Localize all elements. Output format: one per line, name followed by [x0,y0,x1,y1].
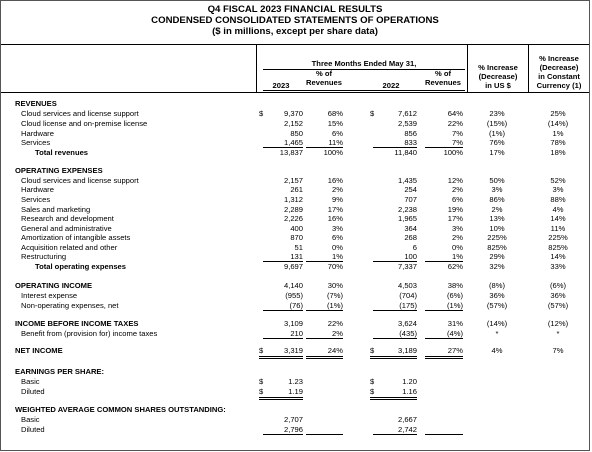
value-2023: 2,157 [283,176,303,185]
value-2022: 2,667 [397,415,417,424]
pct-change-us: 29% [489,252,505,261]
inc-cc-header-4: Currency (1) [536,81,582,90]
value-2023: 131 [290,252,303,261]
pct-change-us: 4% [491,346,503,355]
row-label: Restructuring [21,252,67,261]
pct-2023: 6% [332,233,343,242]
inc-us-header-2: (Decrease) [478,72,518,81]
dollar-sign: $ [370,387,375,396]
row-label: Cloud services and license support [21,176,139,185]
row-label: Amortization of intangible assets [21,233,131,242]
double-underline [425,356,463,357]
double-underline [259,399,303,400]
pct-change-cc: 11% [550,224,566,233]
revenues-header-2023: Revenues [306,78,342,87]
pct-underline [425,434,463,435]
pct-change-us: 3% [491,185,503,194]
pct-2022: 27% [447,346,463,355]
value-2022: 11,840 [394,148,417,157]
double-underline [259,358,303,359]
pct-2022: 0% [452,243,463,252]
pct-2023: (1%) [326,301,343,310]
pct-2022: 22% [447,119,463,128]
value-2022: (435) [399,329,417,338]
pct-change-cc: 7% [552,346,564,355]
pct-2023: 70% [327,262,343,271]
dollar-sign: $ [259,377,264,386]
row-label: Interest expense [21,291,78,300]
value-underline [373,338,417,339]
pct-change-cc: (57%) [547,301,569,310]
pct-change-cc: (14%) [547,119,569,128]
row-label: Diluted [21,387,45,396]
row-label: Benefit from (provision for) income taxes [21,329,158,338]
pct-change-us: 36% [489,291,505,300]
pct-underline [306,434,343,435]
value-2022: 2,238 [397,205,417,214]
pct-2022: 12% [447,176,463,185]
pct-2023: 2% [332,329,343,338]
pct-2022: 64% [447,109,463,118]
value-2023: 210 [290,329,303,338]
value-underline [263,310,303,311]
pct-change-us: (1%) [488,129,506,138]
row-label: Diluted [21,425,45,434]
value-2023: 51 [294,243,303,252]
header-bottom-rule [1,92,589,93]
pct-2022: 7% [452,138,463,147]
pct-change-us: 17% [489,148,505,157]
row-label: INCOME BEFORE INCOME TAXES [15,319,139,328]
pct-change-cc: (12%) [547,319,569,328]
value-2022: 364 [404,224,417,233]
pct-change-cc: (6%) [549,281,567,290]
row-label: Sales and marketing [21,205,91,214]
dollar-sign: $ [259,387,264,396]
pct-2023: 3% [332,224,343,233]
pct-2023: 16% [327,214,343,223]
dollar-sign: $ [370,109,375,118]
value-2023: 4,140 [283,281,303,290]
value-2023: 870 [290,233,303,242]
pct-change-cc: 88% [550,195,566,204]
row-label: Hardware [21,129,54,138]
value-2023: 3,319 [283,346,303,355]
title-line-1: Q4 FISCAL 2023 FINANCIAL RESULTS [207,4,383,15]
inc-us-header-3: in US $ [485,81,511,90]
row-label: Hardware [21,185,54,194]
pct-change-cc: 78% [550,138,566,147]
value-2023: 2,796 [283,425,303,434]
pct-2023: 22% [327,319,343,328]
row-label: Acquisition related and other [21,243,118,252]
value-2023: 400 [290,224,303,233]
inc-cc-header-2: (Decrease) [539,63,579,72]
pct-2023: 100% [323,148,343,157]
pct-2023: 0% [332,243,343,252]
value-2023: 2,152 [283,119,303,128]
dollar-sign: $ [259,109,264,118]
pct-change-cc: 25% [550,109,566,118]
double-underline [370,356,417,357]
value-2022: 833 [404,138,417,147]
title-line-3: ($ in millions, except per share data) [212,26,378,37]
value-underline [263,338,303,339]
double-underline [370,358,417,359]
pct-change-cc: 1% [552,129,564,138]
year-underline [263,90,465,91]
row-label: Cloud services and license support [21,109,139,118]
row-label: Non-operating expenses, net [21,301,119,310]
pct-change-cc: 18% [550,148,566,157]
pct-change-cc: 3% [552,185,564,194]
value-2023: 2,289 [283,205,303,214]
row-label: Total revenues [35,148,89,157]
row-label: Basic [21,415,40,424]
pct-2022: 31% [447,319,463,328]
pct-change-us: 13% [489,214,505,223]
pct-2023: 6% [332,129,343,138]
double-underline [306,358,343,359]
value-2023: 2,707 [283,415,303,424]
pct-2022: 62% [447,262,463,271]
pct-2022: 7% [452,129,463,138]
row-label: Total operating expenses [35,262,127,271]
year-2022-header: 2022 [382,81,400,90]
pct-2023: 9% [332,195,343,204]
value-2023: 9,697 [283,262,303,271]
row-label: NET INCOME [15,346,63,355]
statement-header [1,1,589,37]
pct-2023: 15% [327,119,343,128]
value-underline [373,434,417,435]
row-label: OPERATING EXPENSES [15,166,103,175]
pct-2022: (4%) [446,329,463,338]
row-label: EARNINGS PER SHARE: [15,367,105,376]
pct-underline [425,338,463,339]
value-2022: 254 [404,185,417,194]
value-2023: 1,465 [283,138,303,147]
value-2022: 100 [404,252,417,261]
pct-change-cc: 225% [548,233,568,242]
dollar-sign: $ [370,377,375,386]
pct-of-header-2023: % of [315,69,333,78]
value-2023: 9,370 [283,109,303,118]
pct-change-us: 23% [489,109,505,118]
pct-2022: (1%) [446,301,463,310]
value-2022: 4,503 [397,281,417,290]
value-2023: 1.23 [288,377,303,386]
pct-2023: 68% [327,109,343,118]
title-line-2: CONDENSED CONSOLIDATED STATEMENTS OF OPERATIONS [151,15,439,26]
pct-2023: 17% [327,205,343,214]
pct-change-cc: 36% [550,291,566,300]
value-2023: (955) [285,291,303,300]
value-2022: 2,742 [397,425,417,434]
double-underline [259,356,303,357]
value-2023: (76) [289,301,303,310]
pct-2023: 1% [332,252,343,261]
pct-change-cc: 14% [550,214,566,223]
row-label: General and administrative [21,224,112,233]
pct-change-cc: 52% [550,176,566,185]
pct-2022: 2% [452,233,463,242]
row-label: WEIGHTED AVERAGE COMMON SHARES OUTSTANDING: [15,405,226,414]
pct-2023: 24% [327,346,343,355]
value-2022: 7,612 [397,109,417,118]
value-2022: 3,189 [397,346,417,355]
year-2023-header: 2023 [272,81,290,90]
header-rule [1,44,589,45]
inc-cc-header-3: in Constant [538,72,580,81]
double-underline [259,397,303,398]
row-label: Research and development [21,214,114,223]
value-2023: 261 [290,185,303,194]
pct-2023: (7%) [326,291,343,300]
row-label: OPERATING INCOME [15,281,93,290]
value-underline [373,310,417,311]
pct-2022: 1% [452,252,463,261]
double-underline [306,356,343,357]
pct-2022: 17% [447,214,463,223]
pct-change-cc: 4% [552,205,564,214]
pct-of-header-2022: % of [434,69,452,78]
pct-2023: 16% [327,176,343,185]
value-2023: 1.19 [288,387,303,396]
value-2022: 1,965 [397,214,417,223]
value-2022: 856 [404,129,417,138]
revenues-header-2022: Revenues [425,78,461,87]
value-underline [263,434,303,435]
pct-2022: (6%) [446,291,463,300]
value-2022: 268 [404,233,417,242]
pct-change-us: * [495,329,499,338]
value-2022: 6 [412,243,417,252]
pct-2023: 2% [332,185,343,194]
pct-2022: 19% [447,205,463,214]
pct-underline [306,310,343,311]
pct-change-us: 825% [487,243,507,252]
pct-change-us: 50% [489,176,505,185]
pct-2023: 30% [327,281,343,290]
row-label: Basic [21,377,40,386]
row-label: Services [21,195,51,204]
value-2023: 850 [290,129,303,138]
pct-change-us: (57%) [486,301,508,310]
pct-change-us: 225% [487,233,507,242]
pct-2023: 11% [328,138,343,147]
pct-change-us: 10% [489,224,505,233]
pct-change-us: (8%) [488,281,506,290]
col-divider-1 [256,44,257,92]
pct-2022: 3% [452,224,463,233]
value-2022: 707 [404,195,417,204]
pct-change-us: (14%) [486,319,508,328]
inc-us-header-1: % Increase [478,63,518,72]
inc-cc-header-1: % Increase [539,54,579,63]
value-2023: 3,109 [283,319,303,328]
dollar-sign: $ [259,346,264,355]
row-label: Cloud license and on-premise license [21,119,148,128]
pct-2022: 100% [443,148,463,157]
pct-2022: 6% [452,195,463,204]
value-2023: 13,837 [279,148,303,157]
pct-change-us: 76% [489,138,505,147]
double-underline [425,358,463,359]
double-underline [370,397,417,398]
value-2022: 3,624 [397,319,417,328]
pct-change-us: (15%) [486,119,508,128]
value-2022: 2,539 [397,119,417,128]
pct-underline [425,310,463,311]
period-header: Three Months Ended May 31, [311,59,417,68]
value-2022: 1.16 [402,387,417,396]
pct-underline [306,338,343,339]
value-2023: 2,226 [283,214,303,223]
row-label: REVENUES [15,99,57,108]
value-2022: 1.20 [402,377,417,386]
row-label: Services [21,138,51,147]
value-2022: 7,337 [397,262,417,271]
pct-change-cc: 825% [548,243,568,252]
double-underline [370,399,417,400]
pct-2022: 38% [447,281,463,290]
pct-change-us: 2% [491,205,503,214]
value-2022: (175) [399,301,417,310]
value-2022: (704) [399,291,417,300]
pct-change-cc: 33% [550,262,566,271]
col-divider-2 [467,44,468,92]
pct-2022: 2% [452,185,463,194]
value-2023: 1,312 [283,195,303,204]
pct-change-cc: * [556,329,560,338]
dollar-sign: $ [370,346,375,355]
pct-change-us: 32% [489,262,505,271]
value-2022: 1,435 [397,176,417,185]
pct-change-cc: 14% [550,252,566,261]
pct-change-us: 86% [489,195,505,204]
